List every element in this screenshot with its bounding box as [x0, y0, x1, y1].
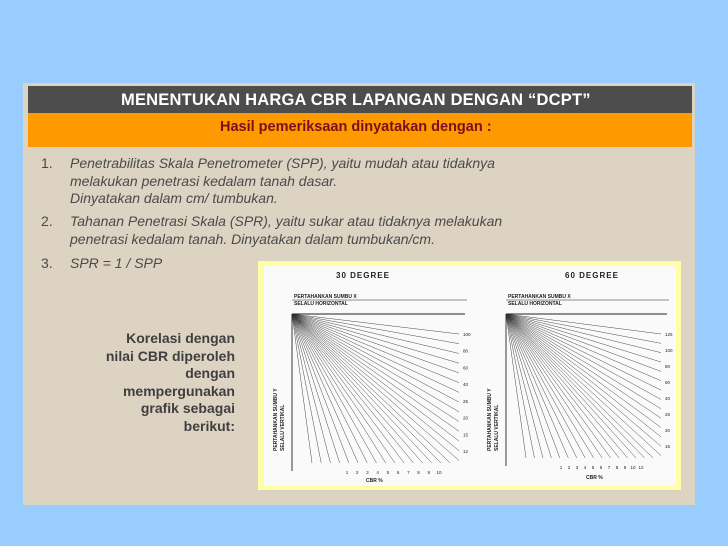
chart-right-x-tick: 12: [638, 465, 644, 470]
correlation-line: Korelasi dengan: [126, 330, 235, 346]
chart-left-x-tick: 1: [345, 470, 349, 475]
chart-right-curve-line: [506, 314, 551, 458]
chart-image: [264, 266, 676, 486]
list-item-line: Penetrabilitas Skala Penetrometer (SPP), yaitu mudah atau tidaknya: [70, 155, 495, 171]
chart-left-right-tick: 80: [463, 348, 469, 354]
chart-left-curve-line: [292, 314, 395, 463]
list-item-line: penetrasi kedalam tanah. Dinyatakan dalam tumbukan/cm.: [70, 230, 435, 247]
chart-right-x-tick: 6: [599, 465, 603, 470]
chart-left-curve-line: [292, 314, 459, 383]
chart-left-curve-line: [292, 314, 459, 451]
chart-right-x-tick: 7: [607, 465, 611, 470]
chart-right-x-tick: 4: [583, 465, 587, 470]
chart-left-curve-line: [292, 314, 432, 463]
chart-left-x-tick: 8: [417, 470, 420, 475]
chart-left-curve-line: [292, 314, 459, 441]
chart-right-x-tick: 3: [575, 465, 579, 470]
correlation-line: berikut:: [183, 417, 235, 434]
list-item: [41, 213, 670, 248]
chart-left-x-tick: 10: [436, 470, 442, 475]
chart-left-x-tick: 5: [386, 470, 390, 475]
chart-left-curve-line: [292, 314, 386, 463]
slide-subtitle: Hasil pemeriksaan dinyatakan dengan :: [28, 113, 692, 147]
chart-left-x-tick: 3: [366, 470, 369, 475]
chart-left-right-tick: 60: [463, 365, 469, 371]
chart-left-curve-line: [292, 314, 459, 461]
chart-left-curve-line: [292, 314, 413, 463]
chart-left-x-tick: 2: [355, 470, 359, 475]
chart-right-right-tick: 60: [665, 380, 671, 385]
chart-right-curve-line: [506, 314, 661, 399]
chart-left-top-label-2: SELALU HORIZONTAL: [294, 301, 348, 307]
list-item-line: melakukan penetrasi kedalam tanah dasar.: [70, 172, 338, 189]
chart-right-right-tick: 80: [665, 364, 671, 369]
slide-title: MENENTUKAN HARGA CBR LAPANGAN DENGAN “DCPT”: [28, 86, 692, 114]
chart-left-right-tick: 40: [463, 382, 469, 388]
dcp-charts: [264, 266, 676, 486]
chart-right-curve-line: [506, 314, 661, 437]
correlation-line: nilai CBR diperoleh: [105, 347, 235, 364]
chart-left-right-tick: 20: [463, 415, 469, 421]
chart-right-top-label-1: PERTAHANKAN SUMBU X: [508, 294, 571, 300]
list-item: [41, 155, 670, 208]
chart-left-curve-line: [292, 314, 330, 463]
chart-right-right-tick: 20: [665, 428, 671, 433]
chart-right-right-tick: 40: [665, 396, 671, 401]
list-item-number: 2.: [41, 213, 53, 229]
chart-right-x-tick: 9: [623, 465, 627, 470]
chart-right-x-label: CBR %: [586, 475, 603, 481]
chart-left-x-label: CBR %: [366, 478, 383, 484]
chart-right-side-label-1: PERTAHANKAN SUMBU Y: [487, 388, 493, 451]
chart-right-curve-line: [506, 314, 636, 458]
correlation-line: dengan: [185, 365, 235, 381]
chart-left-curve-line: [292, 314, 321, 463]
slide: [23, 83, 695, 505]
chart-left-title: 30 DEGREE: [336, 271, 390, 280]
chart-left-right-tick: 12: [463, 449, 469, 454]
chart-left-right-tick: 100: [463, 332, 471, 337]
chart-right-right-tick: 100: [665, 348, 673, 353]
correlation-line: mempergunakan: [122, 382, 235, 399]
chart-left-top-label-1: PERTAHANKAN SUMBU X: [294, 294, 357, 300]
correlation-line: grafik sebagai: [140, 400, 235, 416]
chart-right-curve-line: [506, 314, 653, 458]
chart-right-top-label-2: SELALU HORIZONTAL: [508, 301, 562, 307]
chart-left-curve-line: [292, 314, 459, 373]
chart-left-right-tick: 25: [463, 398, 469, 404]
correlation-text: [66, 330, 235, 435]
chart-right-curve-line: [506, 314, 661, 446]
list-item-line: Dinyatakan dalam cm/ tumbukan.: [70, 190, 278, 206]
chart-right-curve-line: [506, 314, 661, 343]
list-item-line: SPR = 1 / SPP: [70, 255, 163, 271]
chart-left-curve-line: [292, 314, 349, 463]
chart-right-right-tick: 15: [665, 444, 671, 449]
chart-left-x-tick: 9: [427, 470, 431, 475]
chart-left-curve-line: [292, 314, 459, 392]
chart-left-x-tick: 4: [376, 470, 379, 475]
chart-right-x-tick: 5: [591, 465, 595, 470]
chart-right-curve-line: [506, 314, 661, 418]
chart-right-x-tick: 10: [630, 465, 636, 470]
list-item-number: 1.: [41, 155, 53, 171]
chart-left-right-tick: 15: [463, 432, 469, 438]
chart-right-title: 60 DEGREE: [565, 271, 619, 280]
chart-left-side-label-1: PERTAHANKAN SUMBU Y: [273, 388, 279, 451]
chart-right-x-tick: 8: [615, 465, 619, 470]
chart-right-side-label-2: SELALU VERTIKAL: [494, 404, 500, 451]
chart-right-curve-line: [506, 314, 661, 353]
chart-left-curve-line: [292, 314, 459, 363]
chart-left-side-label-2: SELALU VERTIKAL: [280, 404, 286, 451]
chart-left-curve-line: [292, 314, 423, 463]
list-item-number: 3.: [41, 255, 53, 271]
chart-frame: [258, 261, 681, 490]
chart-left-x-tick: 7: [407, 470, 410, 475]
chart-left-curve-line: [292, 314, 459, 431]
chart-right-curve-line: [506, 314, 611, 458]
chart-left-x-tick: 6: [396, 470, 400, 475]
chart-left-curve-line: [292, 314, 459, 422]
chart-right-x-tick: 1: [559, 465, 563, 470]
chart-left-curve-line: [292, 314, 459, 334]
chart-right-right-tick: 125: [665, 332, 673, 337]
chart-right-x-tick: 2: [567, 465, 571, 470]
chart-right-curve-line: [506, 314, 661, 456]
chart-right-curve-line: [506, 314, 661, 371]
chart-right-right-tick: 25: [665, 412, 671, 417]
list-item-line: Tahanan Penetrasi Skala (SPR), yaitu sukar atau tidaknya melakukan: [70, 213, 503, 229]
